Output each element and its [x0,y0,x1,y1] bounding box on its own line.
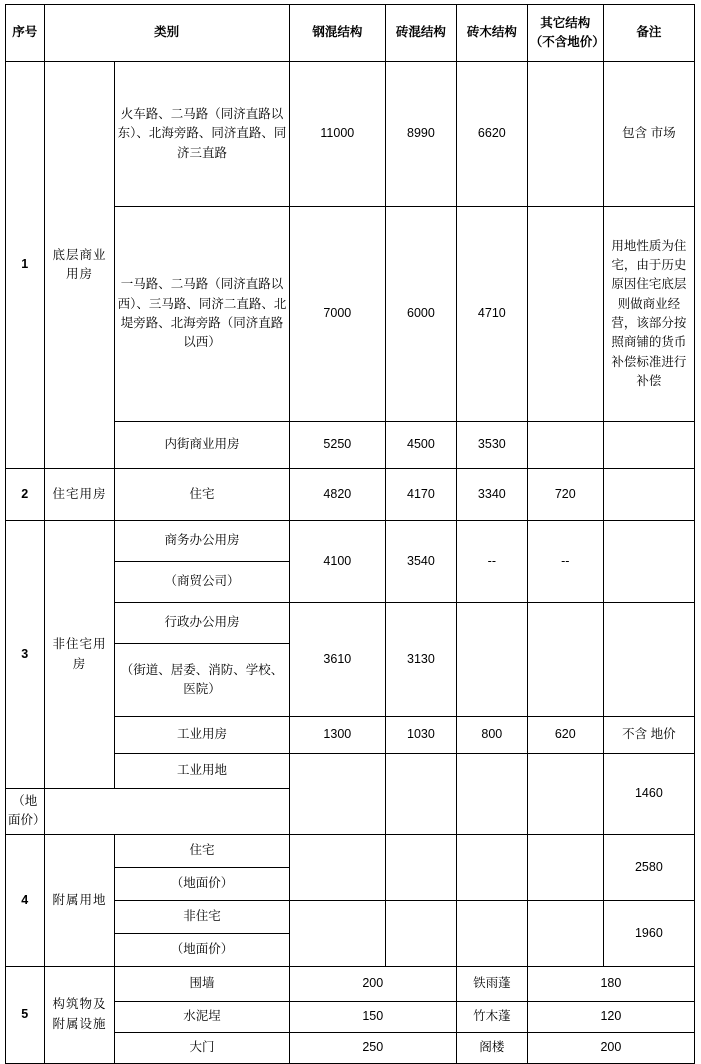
cell-v4 [527,603,603,717]
cell-v1 [289,900,385,966]
pair-right-value: 200 [527,1032,694,1063]
row-subcategory-line1: 商务办公用房 [115,521,289,562]
cell-v4 [527,754,603,835]
table-row [6,521,695,562]
cell-remark: 包含 市场 [603,62,694,207]
cell-v4: -- [527,521,603,603]
cell-v1: 11000 [289,62,385,207]
cell-v1: 7000 [289,207,385,422]
row-subcategory: 内街商业用房 [115,422,289,469]
pair-right-label: 阁楼 [456,1032,527,1063]
row-category: 底层商业用房 [44,62,115,469]
pair-right-label: 竹木蓬 [456,1001,527,1032]
cell-v3: 800 [456,717,527,754]
pair-left-label: 水泥埕 [115,1001,289,1032]
cell-remark: 1460 [603,754,694,835]
row-subcategory-line2: （地面价） [6,789,45,835]
pair-right-value: 180 [527,966,694,1001]
table-header-row [6,5,695,62]
cell-v1 [289,754,385,835]
row-subcategory-line1: 非住宅 [115,900,289,933]
cell-v3: 3340 [456,469,527,521]
cell-v2: 4500 [385,422,456,469]
row-seq: 1 [6,62,45,469]
row-subcategory: 火车路、二马路（同济直路以东）、北海旁路、同济直路、同济三直路 [115,62,289,207]
pair-right-value: 120 [527,1001,694,1032]
pair-left-label: 大门 [115,1032,289,1063]
table-row [6,62,695,207]
header-v1: 钢混结构 [289,5,385,62]
pair-left-value: 150 [289,1001,456,1032]
row-seq: 5 [6,966,45,1063]
cell-remark: 2580 [603,834,694,900]
cell-v4 [527,900,603,966]
cell-v4 [527,422,603,469]
cell-v3: -- [456,521,527,603]
cell-v3 [456,603,527,717]
cell-remark: 1960 [603,900,694,966]
cell-v1: 5250 [289,422,385,469]
cell-remark [603,603,694,717]
row-subcategory-line2: （商贸公司） [115,562,289,603]
row-category: 非住宅用房 [44,521,115,789]
header-v2: 砖混结构 [385,5,456,62]
cell-v3: 3530 [456,422,527,469]
pair-left-value: 250 [289,1032,456,1063]
row-category: 构筑物及附属设施 [44,966,115,1063]
row-subcategory: 工业用房 [115,717,289,754]
document-page [0,4,701,1055]
row-subcategory-line1: 工业用地 [115,754,289,789]
cell-remark [603,469,694,521]
row-subcategory-line1: 住宅 [115,834,289,867]
cell-v2: 4170 [385,469,456,521]
row-subcategory: 住宅 [115,469,289,521]
cell-v2 [385,754,456,835]
cell-v4 [527,207,603,422]
cell-v2: 3540 [385,521,456,603]
row-subcategory-line2: （街道、居委、消防、学校、医院） [115,644,289,717]
pair-left-label: 围墙 [115,966,289,1001]
cell-v4: 720 [527,469,603,521]
cell-remark [603,422,694,469]
cell-remark [603,521,694,603]
header-v3: 砖木结构 [456,5,527,62]
cell-v2: 1030 [385,717,456,754]
row-subcategory-line2: （地面价） [115,867,289,900]
cell-v1 [289,834,385,900]
header-seq: 序号 [6,5,45,62]
header-remark: 备注 [603,5,694,62]
cell-remark: 用地性质为住宅，由于历史原因住宅底层则做商业经营，该部分按照商铺的货币补偿标准进行补偿 [603,207,694,422]
row-seq: 4 [6,834,45,966]
cell-v2: 8990 [385,62,456,207]
cell-v3: 6620 [456,62,527,207]
compensation-standards-table [5,4,695,1064]
cell-v4: 620 [527,717,603,754]
cell-v1: 3610 [289,603,385,717]
cell-v3 [456,834,527,900]
row-subcategory: 一马路、二马路（同济直路以西）、三马路、同济二直路、北堤旁路、北海旁路（同济直路以西） [115,207,289,422]
row-category: 住宅用房 [44,469,115,521]
cell-remark: 不含 地价 [603,717,694,754]
header-category: 类别 [44,5,289,62]
cell-v1: 4820 [289,469,385,521]
pair-right-label: 铁雨蓬 [456,966,527,1001]
cell-v3 [456,900,527,966]
cell-v3 [456,754,527,835]
cell-v4 [527,62,603,207]
cell-v1: 1300 [289,717,385,754]
row-seq: 2 [6,469,45,521]
header-v4: 其它结构（不含地价） [527,5,603,62]
row-subcategory-line2: （地面价） [115,933,289,966]
cell-v3: 4710 [456,207,527,422]
table-row [6,834,695,867]
cell-v2: 6000 [385,207,456,422]
table-row [6,966,695,1001]
row-category: 附属用地 [44,834,115,966]
cell-v2 [385,834,456,900]
row-subcategory-line1: 行政办公用房 [115,603,289,644]
cell-v2: 3130 [385,603,456,717]
cell-v4 [527,834,603,900]
cell-v1: 4100 [289,521,385,603]
cell-v2 [385,900,456,966]
table-row [6,469,695,521]
pair-left-value: 200 [289,966,456,1001]
row-seq: 3 [6,521,45,789]
